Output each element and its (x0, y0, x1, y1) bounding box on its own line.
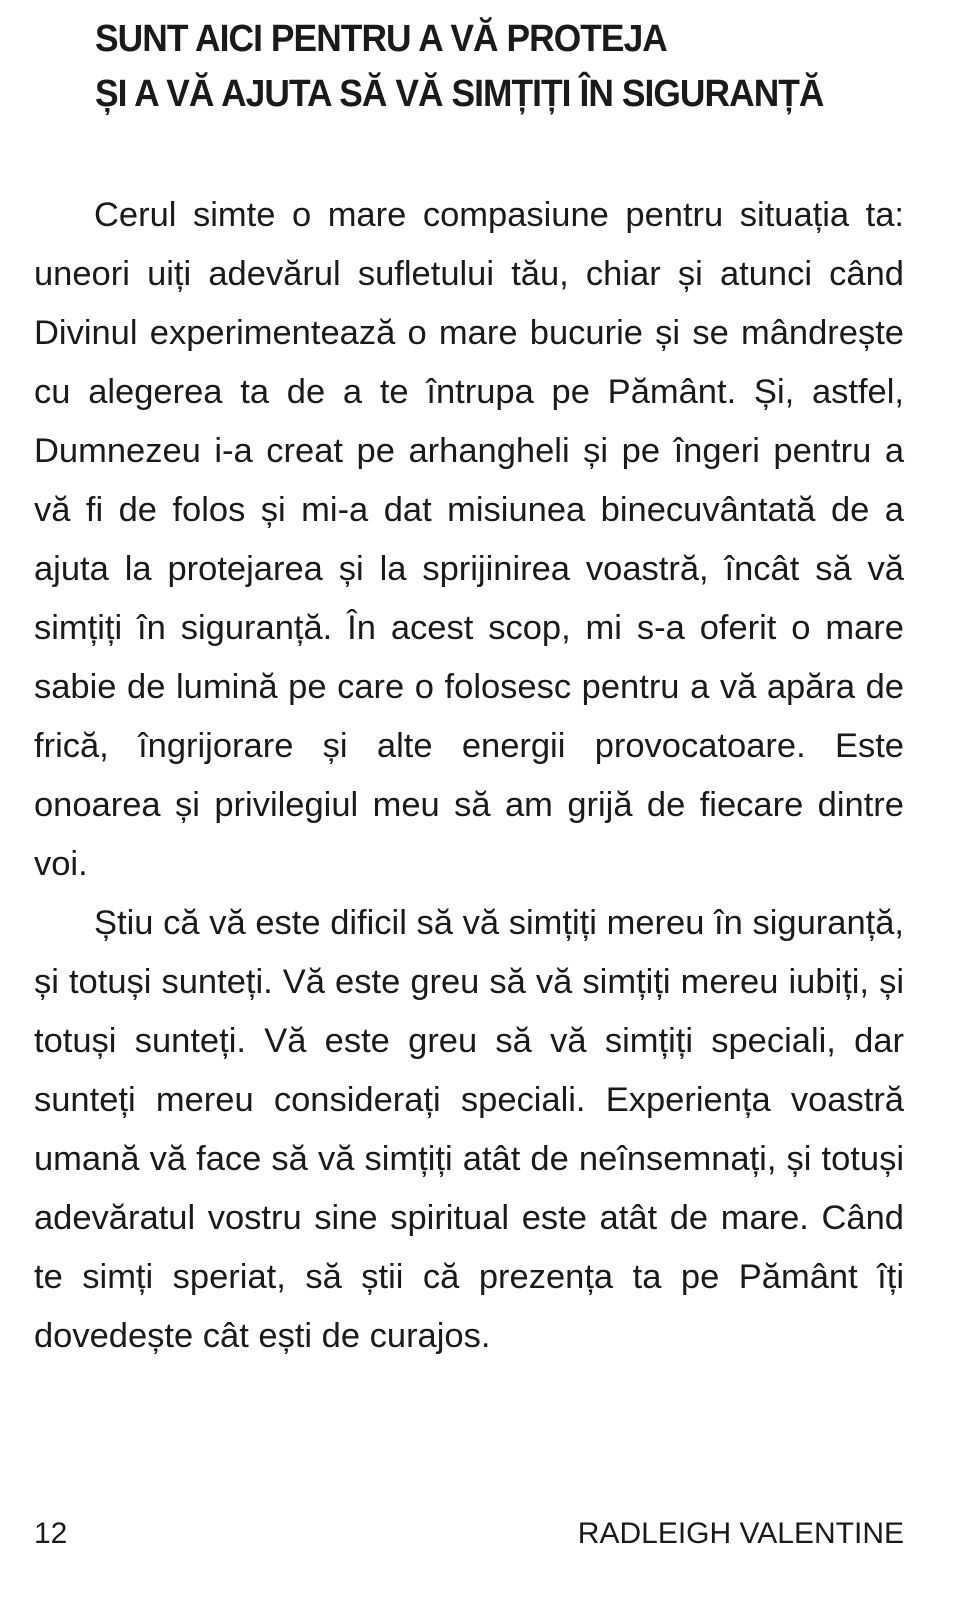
chapter-title-line-2: ȘI A VĂ AJUTA SĂ VĂ SIMȚIȚI ÎN SIGURANȚĂ (95, 73, 824, 115)
paragraph-1: Cerul simte o mare compasiune pentru situația ta: uneori uiți adevărul sufletului tău, chiar și atunci când Divinul experimentează o mare bucurie și se mândrește cu alegerea ta de a te întrupa pe Pământ. Și, astfel, Dumnezeu i-a creat pe arhangheli și pe îngeri pentru a vă fi de folos și mi-a dat misiunea binecuvântată de a ajuta la protejarea și la sprijinirea voastră, încât să vă simțiți în siguranță. În acest scop, mi s-a oferit o mare sabie de lumină pe care o folosesc pentru a vă apăra de frică, îngrijorare și alte energii provocatoare. Este onoarea și privilegiul meu să am grijă de fiecare dintre voi. (34, 196, 904, 883)
page-number: 12 (34, 1517, 68, 1550)
author-name: RADLEIGH VALENTINE (577, 1517, 904, 1550)
chapter-title (95, 12, 876, 122)
paragraph-2: Știu că vă este dificil să vă simțiți mereu în siguranță, și totuși sunteți. Vă este greu să vă simțiți mereu iubiți, și totuși sunteți. Vă este greu să vă simțiți speciali, dar sunteți mereu considerați speciali. Experiența voastră umană vă face să vă simțiți atât de neînsemnați, și totuși adevăratul vostru sine spiritual este atât de mare. Când te simți speriat, să știi că prezența ta pe Pământ îți dovedește cât ești de curajos. (34, 904, 904, 1355)
body-text (34, 186, 904, 1366)
page-footer (34, 1514, 904, 1554)
chapter-title-line-1: SUNT AICI PENTRU A VĂ PROTEJA (95, 18, 667, 60)
